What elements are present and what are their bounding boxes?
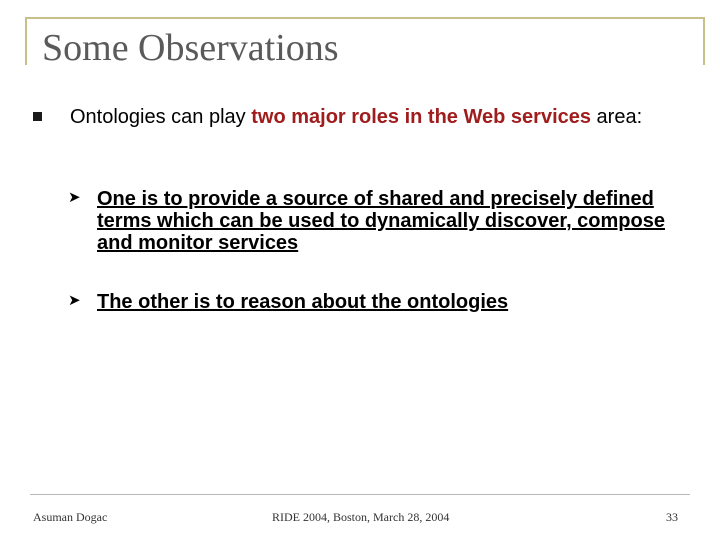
footer-page-number: 33 [666, 510, 678, 524]
title-frame-left [25, 17, 27, 65]
sub-bullet-1: One is to provide a source of shared and precisely defined terms which can be used to dynamically discover, compose and monitor services [97, 188, 665, 254]
footer-author: Asuman Dogac [33, 510, 108, 524]
main-bullet [70, 106, 670, 128]
slide-title: Some Observations [42, 27, 339, 69]
title-frame-top [25, 17, 703, 19]
square-bullet-icon [33, 112, 42, 121]
arrow-bullet-icon: ➤ [68, 291, 81, 309]
arrow-bullet-icon: ➤ [68, 188, 81, 206]
main-bullet-text-end: area: [591, 106, 643, 128]
footer-divider [30, 494, 690, 495]
main-bullet-highlight: two major roles in the Web [251, 106, 506, 128]
main-bullet-highlight-2: services [510, 106, 591, 128]
main-bullet-text: Ontologies can play [70, 106, 252, 128]
title-frame-right [703, 17, 705, 65]
sub-bullet-2: The other is to reason about the ontologies [97, 291, 509, 313]
footer-event: RIDE 2004, Boston, March 28, 2004 [272, 510, 450, 524]
